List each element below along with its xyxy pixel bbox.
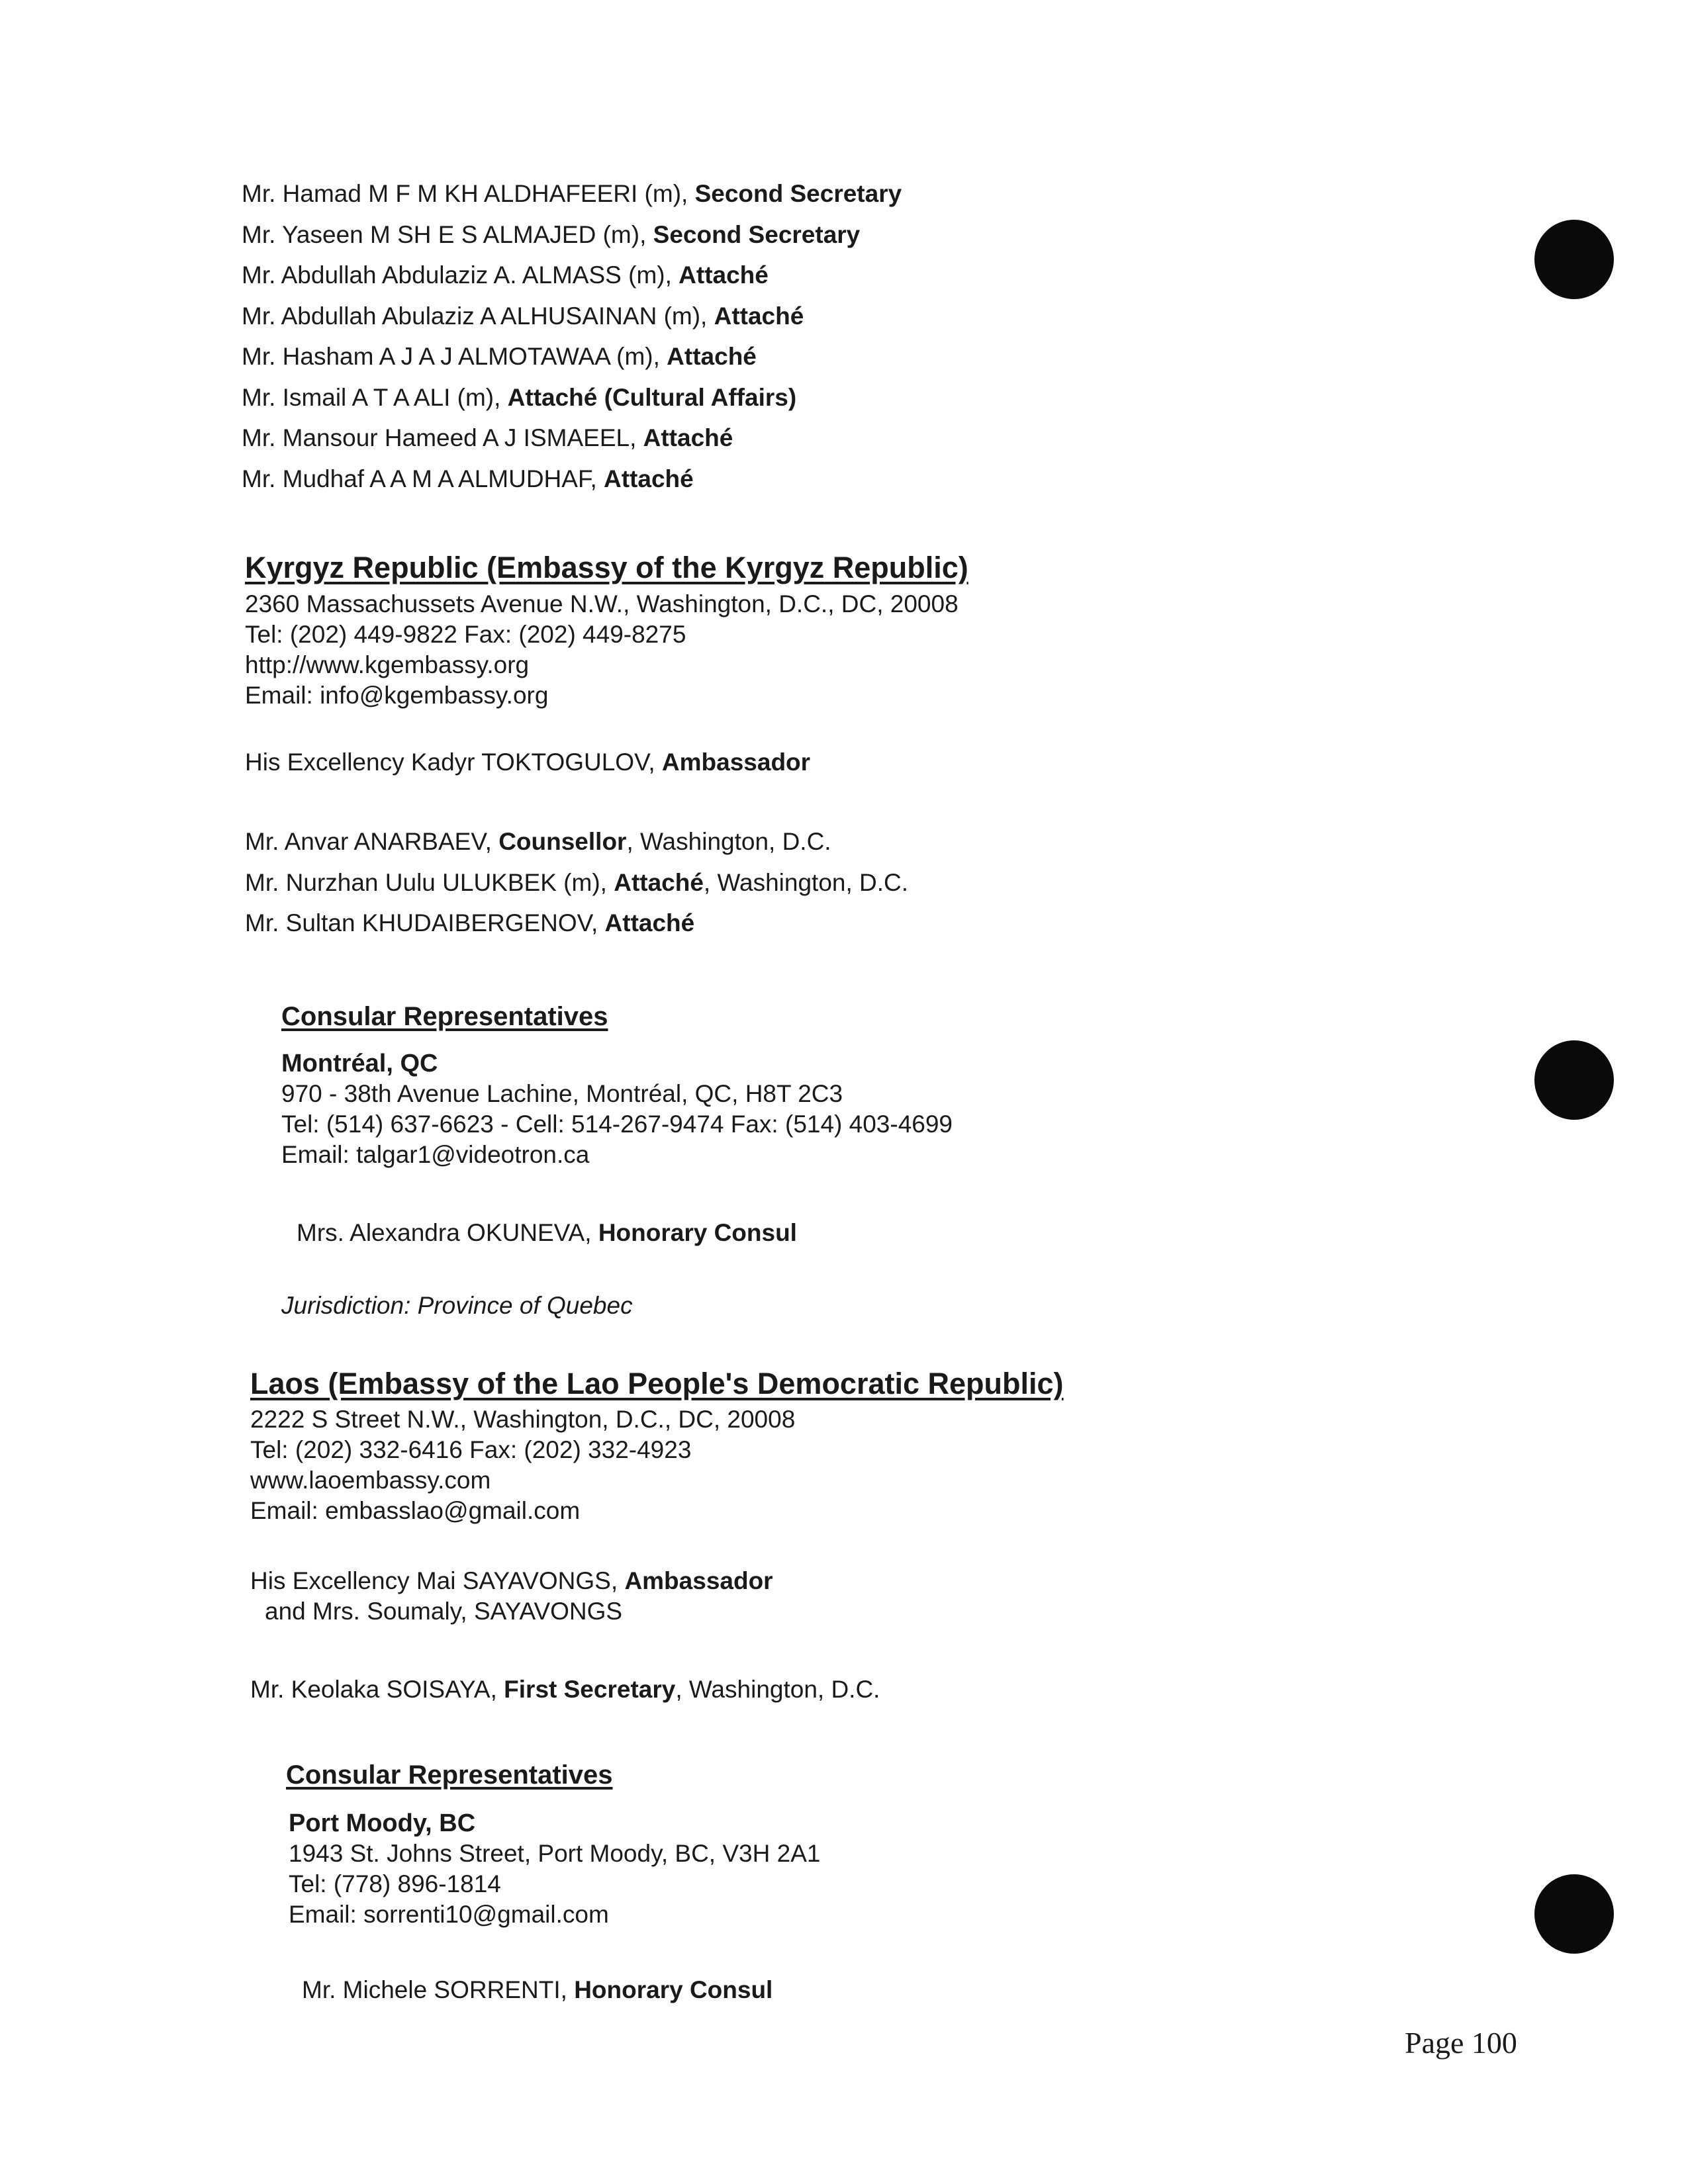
consular-email: Email: sorrenti10@gmail.com <box>289 1901 609 1928</box>
staff-entry: Mr. Mudhaf A A M A ALMUDHAF, Attaché <box>242 465 694 492</box>
consular-heading: Consular Representatives <box>281 1002 608 1031</box>
laos-web: www.laoembassy.com <box>250 1467 491 1494</box>
staff-entry: Mr. Mansour Hameed A J ISMAEEL, Attaché <box>242 424 733 451</box>
punch-hole-icon <box>1534 1040 1614 1120</box>
laos-email: Email: embasslao@gmail.com <box>250 1497 581 1524</box>
staff-entry: Mr. Ismail A T A ALI (m), Attaché (Cultural Affairs) <box>242 384 797 411</box>
page-number: Page 100 <box>1405 2026 1517 2060</box>
punch-hole-icon <box>1534 220 1614 299</box>
honorary-consul: Mr. Michele SORRENTI, Honorary Consul <box>302 1976 773 2003</box>
jurisdiction: Jurisdiction: Province of Quebec <box>281 1292 633 1319</box>
consular-tel: Tel: (514) 637-6623 - Cell: 514-267-9474 Fax: (514) 403-4699 <box>281 1111 953 1138</box>
laos-heading: Laos (Embassy of the Lao People's Democratic Republic) <box>250 1367 1064 1400</box>
laos-address: 2222 S Street N.W., Washington, D.C., DC, 20008 <box>250 1406 796 1433</box>
kyrgyz-tel: Tel: (202) 449-9822 Fax: (202) 449-8275 <box>245 621 686 648</box>
consular-tel: Tel: (778) 896-1814 <box>289 1870 501 1897</box>
kyrgyz-web: http://www.kgembassy.org <box>245 651 530 678</box>
staff-entry: Mr. Hamad M F M KH ALDHAFEERI (m), Second Secretary <box>242 180 902 207</box>
laos-tel: Tel: (202) 332-6416 Fax: (202) 332-4923 <box>250 1436 692 1463</box>
staff-entry: Mr. Anvar ANARBAEV, Counsellor, Washington, D.C. <box>245 828 831 855</box>
consular-address: 970 - 38th Avenue Lachine, Montréal, QC, H8T 2C3 <box>281 1080 843 1107</box>
staff-entry: Mr. Abdullah Abdulaziz A. ALMASS (m), Attaché <box>242 261 769 289</box>
consular-address: 1943 St. Johns Street, Port Moody, BC, V3H 2A1 <box>289 1840 821 1867</box>
kyrgyz-address: 2360 Massachussets Avenue N.W., Washington, D.C., DC, 20008 <box>245 590 959 617</box>
staff-entry: Mr. Keolaka SOISAYA, First Secretary, Washington, D.C. <box>250 1676 880 1703</box>
staff-entry: Mr. Sultan KHUDAIBERGENOV, Attaché <box>245 909 695 936</box>
punch-hole-icon <box>1534 1874 1614 1954</box>
kyrgyz-email: Email: info@kgembassy.org <box>245 682 549 709</box>
laos-ambassador: His Excellency Mai SAYAVONGS, Ambassador <box>250 1567 773 1594</box>
staff-entry: Mr. Nurzhan Uulu ULUKBEK (m), Attaché, Washington, D.C. <box>245 869 909 896</box>
honorary-consul: Mrs. Alexandra OKUNEVA, Honorary Consul <box>297 1219 797 1246</box>
consular-heading: Consular Representatives <box>286 1760 613 1790</box>
consular-city: Montréal, QC <box>281 1050 438 1077</box>
kyrgyz-ambassador: His Excellency Kadyr TOKTOGULOV, Ambassador <box>245 749 811 776</box>
staff-entry: Mr. Hasham A J A J ALMOTAWAA (m), Attaché <box>242 343 757 370</box>
kyrgyz-heading: Kyrgyz Republic (Embassy of the Kyrgyz Republic) <box>245 551 968 584</box>
consular-city: Port Moody, BC <box>289 1809 476 1837</box>
staff-entry: Mr. Abdullah Abulaziz A ALHUSAINAN (m), Attaché <box>242 302 804 330</box>
consular-email: Email: talgar1@videotron.ca <box>281 1141 590 1168</box>
staff-entry: Mr. Yaseen M SH E S ALMAJED (m), Second Secretary <box>242 221 861 248</box>
laos-spouse: and Mrs. Soumaly, SAYAVONGS <box>265 1598 623 1625</box>
